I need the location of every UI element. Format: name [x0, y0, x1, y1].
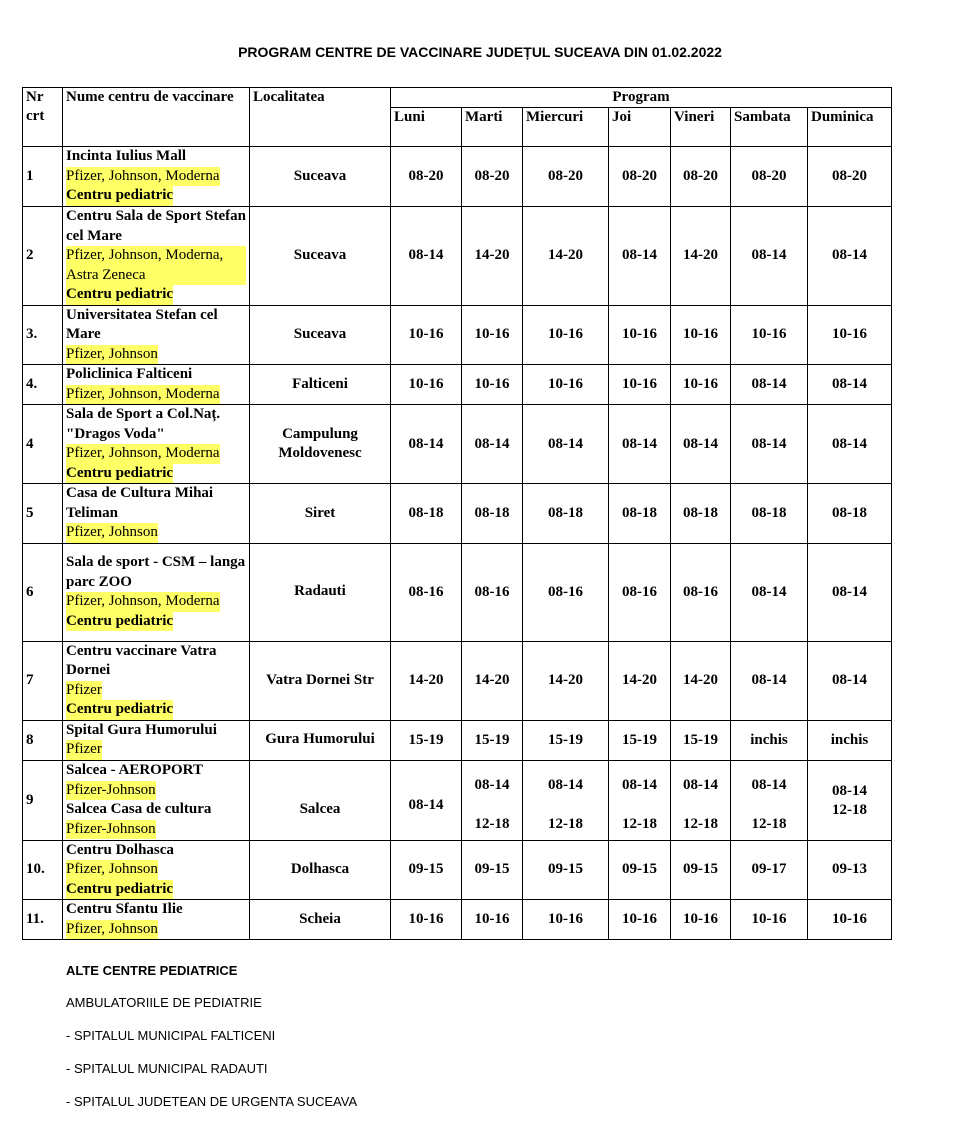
vaccine-list: Pfizer, Johnson, Moderna, Astra Zeneca — [66, 246, 246, 285]
hours-cell: 08-14 — [808, 365, 892, 405]
notes-item: - SPITALUL JUDETEAN DE URGENTA SUCEAVA — [66, 1094, 358, 1109]
row-nr: 2 — [23, 207, 63, 306]
hours-cell: 10-16 — [523, 305, 609, 365]
row-nr: 3. — [23, 305, 63, 365]
hours-cell: 10-16 — [731, 305, 808, 365]
table-row — [23, 720, 892, 760]
header-locality: Localitatea — [250, 88, 391, 147]
hours-value: 08-14 — [683, 777, 718, 793]
vaccine-list: Pfizer-Johnson — [66, 820, 156, 840]
hours-cell: 09-15 — [523, 840, 609, 900]
hours-cell: 14-20 — [609, 641, 671, 720]
center-name: Casa de Cultura Mihai Teliman — [66, 485, 214, 521]
hours-cell: 08-16 — [391, 543, 462, 641]
hours-value: 08-14 — [832, 782, 867, 799]
table-row — [23, 900, 892, 940]
hours-cell — [671, 760, 731, 840]
header-day: Marti — [462, 108, 523, 147]
vaccine-list: Pfizer — [66, 740, 102, 760]
hours-cell: 08-14 — [609, 405, 671, 484]
hours-cell: 10-16 — [391, 365, 462, 405]
hours-cell: 08-18 — [731, 484, 808, 544]
hours-cell: 08-14 — [808, 641, 892, 720]
vaccine-list: Pfizer, Johnson — [66, 860, 158, 880]
locality: Gura Humorului — [250, 720, 391, 760]
hours-cell: 14-20 — [523, 641, 609, 720]
hours-value: 08-14 — [548, 777, 583, 793]
page-title: PROGRAM CENTRE DE VACCINARE JUDEȚUL SUCEAVA DIN 01.02.2022 — [238, 44, 722, 60]
hours-value: 12-18 — [683, 816, 718, 832]
hours-cell: 08-18 — [671, 484, 731, 544]
hours-cell: 08-14 — [808, 543, 892, 641]
hours-cell: inchis — [731, 720, 808, 760]
hours-cell: 10-16 — [731, 900, 808, 940]
header-day: Luni — [391, 108, 462, 147]
center-name: Centru Dolhasca — [66, 841, 174, 858]
hours-cell: 10-16 — [808, 900, 892, 940]
header-day: Miercuri — [523, 108, 609, 147]
center-name-cell — [63, 405, 250, 484]
hours-cell: 08-20 — [523, 147, 609, 207]
center-name-cell — [63, 543, 250, 641]
hours-cell: 08-14 — [731, 543, 808, 641]
hours-cell: 10-16 — [523, 365, 609, 405]
hours-cell: 08-14 — [523, 405, 609, 484]
center-name-cell — [63, 720, 250, 760]
hours-cell: 10-16 — [609, 305, 671, 365]
center-name-cell — [63, 305, 250, 365]
hours-cell: 10-16 — [671, 365, 731, 405]
center-name-cell — [63, 207, 250, 306]
hours-cell: 08-20 — [671, 147, 731, 207]
header-day: Vineri — [671, 108, 731, 147]
hours-cell — [731, 760, 808, 840]
header-program: Program — [391, 88, 892, 108]
hours-cell: 09-15 — [671, 840, 731, 900]
center-name: Salcea Casa de cultura — [66, 801, 212, 817]
hours-cell: 08-18 — [808, 484, 892, 544]
header-day: Duminica — [808, 108, 892, 147]
row-nr: 7 — [23, 641, 63, 720]
header-nr: Nr crt — [23, 88, 63, 147]
hours-cell — [462, 760, 523, 840]
hours-cell: 08-14 — [731, 405, 808, 484]
hours-cell: 15-19 — [523, 720, 609, 760]
center-name: Policlinica Falticeni — [66, 366, 193, 382]
hours-cell: 08-16 — [523, 543, 609, 641]
header-row — [23, 88, 892, 108]
hours-cell: 08-16 — [671, 543, 731, 641]
row-nr: 9 — [23, 760, 63, 840]
hours-cell: 08-14 — [808, 405, 892, 484]
row-nr: 10. — [23, 840, 63, 900]
hours-cell: 10-16 — [391, 900, 462, 940]
hours-cell: 14-20 — [462, 641, 523, 720]
locality: Siret — [250, 484, 391, 544]
hours-cell: 08-14 — [609, 207, 671, 306]
hours-cell: 10-16 — [609, 365, 671, 405]
hours-value: 08-14 — [622, 777, 657, 793]
notes-heading: ALTE CENTRE PEDIATRICE — [66, 963, 238, 978]
pediatric-tag: Centru pediatric — [66, 880, 173, 900]
row-nr: 11. — [23, 900, 63, 940]
hours-cell: 08-14 — [391, 405, 462, 484]
notes-subheading: AMBULATORIILE DE PEDIATRIE — [66, 995, 262, 1010]
hours-cell — [523, 760, 609, 840]
header-day: Sambata — [731, 108, 808, 147]
center-name: Centru vaccinare Vatra Dornei — [66, 642, 217, 678]
pediatric-tag: Centru pediatric — [66, 612, 173, 632]
hours-value: 12-18 — [474, 816, 510, 832]
pediatric-tag: Centru pediatric — [66, 700, 173, 720]
hours-cell: inchis — [808, 720, 892, 760]
hours-cell: 10-16 — [462, 305, 523, 365]
hours-cell: 15-19 — [462, 720, 523, 760]
hours-cell: 10-16 — [462, 365, 523, 405]
hours-cell: 10-16 — [671, 900, 731, 940]
row-nr: 8 — [23, 720, 63, 760]
hours-cell: 15-19 — [671, 720, 731, 760]
hours-cell: 10-16 — [523, 900, 609, 940]
hours-cell: 08-20 — [808, 147, 892, 207]
locality: Scheia — [250, 900, 391, 940]
vaccine-list: Pfizer — [66, 681, 102, 701]
vaccine-list: Pfizer, Johnson — [66, 345, 158, 365]
locality: Campulung Moldovenesc — [250, 405, 391, 484]
center-name: Salcea - AEROPORT — [66, 762, 203, 778]
notes-item: - SPITALUL MUNICIPAL FALTICENI — [66, 1028, 276, 1043]
hours-cell: 10-16 — [462, 900, 523, 940]
hours-cell: 08-18 — [523, 484, 609, 544]
hours-cell: 09-13 — [808, 840, 892, 900]
pediatric-tag: Centru pediatric — [66, 186, 173, 206]
hours-cell: 14-20 — [671, 207, 731, 306]
table-row — [23, 760, 892, 840]
center-name: Centru Sfantu Ilie — [66, 901, 183, 917]
row-nr: 4. — [23, 365, 63, 405]
center-name: Centru Sala de Sport Stefan cel Mare — [66, 208, 247, 244]
hours-cell — [391, 760, 462, 840]
hours-cell: 14-20 — [671, 641, 731, 720]
hours-cell: 14-20 — [523, 207, 609, 306]
header-name: Nume centru de vaccinare — [63, 88, 250, 147]
center-name-cell — [63, 365, 250, 405]
hours-cell: 08-20 — [462, 147, 523, 207]
locality: Vatra Dornei Str — [250, 641, 391, 720]
hours-cell: 08-18 — [391, 484, 462, 544]
hours-cell: 14-20 — [462, 207, 523, 306]
hours-value: 08-14 — [474, 777, 510, 793]
table-row — [23, 405, 892, 484]
hours-cell: 14-20 — [391, 641, 462, 720]
vaccine-list: Pfizer-Johnson — [66, 781, 156, 801]
hours-value: 08-14 — [408, 796, 444, 813]
center-name-cell — [63, 760, 250, 840]
hours-cell: 08-14 — [462, 405, 523, 484]
vaccine-list: Pfizer, Johnson, Moderna — [66, 167, 220, 187]
hours-cell: 15-19 — [609, 720, 671, 760]
center-name: Spital Gura Humorului — [66, 721, 217, 738]
hours-cell: 08-14 — [391, 207, 462, 306]
vaccine-list: Pfizer, Johnson, Moderna — [66, 385, 220, 405]
hours-cell: 08-20 — [609, 147, 671, 207]
hours-value: 12-18 — [622, 816, 657, 832]
center-name-cell — [63, 484, 250, 544]
locality: Suceava — [250, 147, 391, 207]
locality: Suceava — [250, 207, 391, 306]
hours-cell: 08-14 — [731, 641, 808, 720]
vaccine-list: Pfizer, Johnson, Moderna — [66, 444, 220, 464]
table-row — [23, 543, 892, 641]
hours-value: 12-18 — [548, 816, 583, 832]
vaccine-list: Pfizer, Johnson, Moderna — [66, 592, 220, 612]
center-name-cell — [63, 147, 250, 207]
hours-cell: 10-16 — [808, 305, 892, 365]
hours-value: 12-18 — [832, 801, 867, 818]
hours-cell: 08-18 — [609, 484, 671, 544]
locality: Radauti — [250, 543, 391, 641]
table-row — [23, 641, 892, 720]
center-name: Sala de Sport a Col.Naț. "Dragos Voda" — [66, 406, 221, 442]
table-row — [23, 840, 892, 900]
header-day: Joi — [609, 108, 671, 147]
row-nr: 5 — [23, 484, 63, 544]
hours-cell: 08-14 — [731, 365, 808, 405]
center-name: Sala de sport - CSM – langa parc ZOO — [66, 554, 246, 590]
table-row — [23, 484, 892, 544]
hours-value: 12-18 — [751, 816, 787, 832]
hours-cell — [808, 760, 892, 840]
hours-cell: 09-15 — [391, 840, 462, 900]
notes-item: - SPITALUL MUNICIPAL RADAUTI — [66, 1061, 268, 1076]
row-nr: 4 — [23, 405, 63, 484]
locality: Falticeni — [250, 365, 391, 405]
hours-cell: 08-18 — [462, 484, 523, 544]
table-row — [23, 207, 892, 306]
hours-cell: 09-15 — [609, 840, 671, 900]
hours-cell: 09-17 — [731, 840, 808, 900]
center-name: Incinta Iulius Mall — [66, 148, 187, 165]
table-row — [23, 147, 892, 207]
center-name-cell — [63, 900, 250, 940]
table-row — [23, 305, 892, 365]
hours-cell: 08-14 — [808, 207, 892, 306]
locality: Suceava — [250, 305, 391, 365]
center-name-cell — [63, 840, 250, 900]
vaccine-list: Pfizer, Johnson — [66, 523, 158, 543]
hours-cell: 08-14 — [671, 405, 731, 484]
table-row — [23, 365, 892, 405]
center-name-cell — [63, 641, 250, 720]
row-nr: 6 — [23, 543, 63, 641]
hours-cell: 10-16 — [391, 305, 462, 365]
locality: Salcea — [250, 760, 391, 840]
schedule-table — [22, 87, 892, 940]
hours-cell: 08-20 — [391, 147, 462, 207]
hours-cell: 10-16 — [671, 305, 731, 365]
hours-cell: 09-15 — [462, 840, 523, 900]
hours-cell: 08-20 — [731, 147, 808, 207]
hours-value: 08-14 — [751, 777, 787, 793]
vaccine-list: Pfizer, Johnson — [66, 920, 158, 940]
hours-cell: 15-19 — [391, 720, 462, 760]
hours-cell: 08-14 — [731, 207, 808, 306]
locality: Dolhasca — [250, 840, 391, 900]
center-name: Universitatea Stefan cel Mare — [66, 306, 218, 342]
row-nr: 1 — [23, 147, 63, 207]
hours-cell: 08-16 — [462, 543, 523, 641]
hours-cell: 10-16 — [609, 900, 671, 940]
hours-cell: 08-16 — [609, 543, 671, 641]
pediatric-tag: Centru pediatric — [66, 464, 173, 484]
hours-cell — [609, 760, 671, 840]
pediatric-tag: Centru pediatric — [66, 285, 173, 305]
